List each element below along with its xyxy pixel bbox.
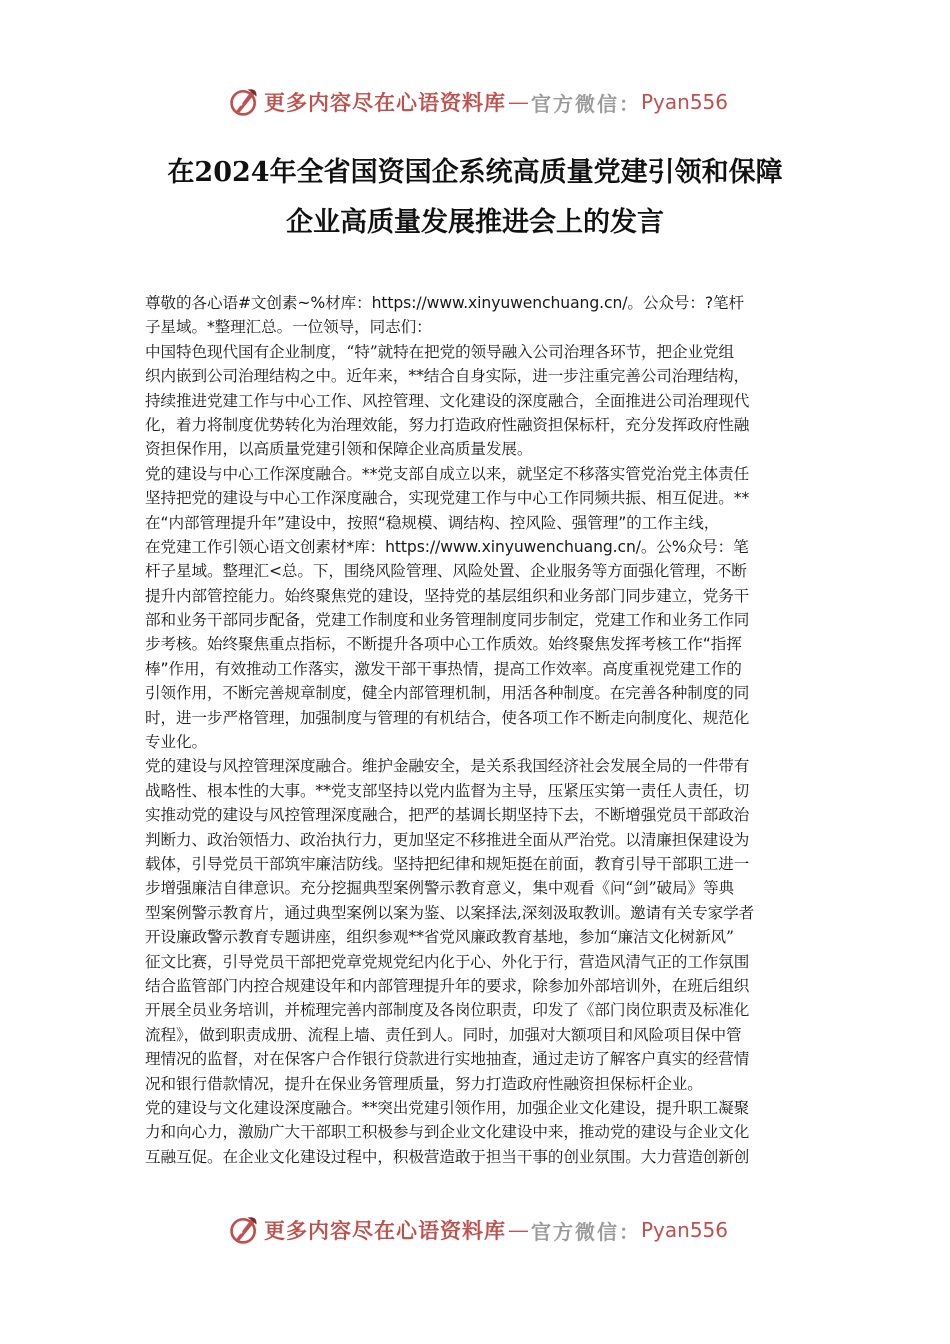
body-text-line: 中国特色现代国有企业制度，“特”就特在把党的领导融入公司治理各环节，把企业党组 [145, 342, 735, 361]
body-text-line: 征文比赛，引导党员干部把党章党规党纪内化于心、外化于行，营造风清气正的工作氛围 [145, 952, 750, 971]
banner-wechat-id: Pyan556 [640, 1218, 728, 1242]
body-text-line: 织内嵌到公司治理结构之中。近年来，**结合自身实际，进一步注重完善公司治理结构， [145, 367, 750, 386]
quill-logo-icon [228, 1212, 260, 1248]
banner-brand-text: 更多内容尽在心语资料库 [263, 1218, 506, 1243]
body-text-line: 党的建设与中心工作深度融合。**党支部自成立以来，就坚定不移落实管党治党主体责任 [145, 464, 750, 483]
banner-dash: — [507, 1218, 529, 1242]
banner-brand-text: 更多内容尽在心语资料库 [263, 90, 506, 115]
body-text-line: 力和向心力，激励广大干部职工积极参与到企业文化建设中来，推动党的建设与企业文化 [145, 1123, 750, 1142]
document-title-line-2: 企业高质量发展推进会上的发言 [286, 207, 664, 238]
document-body [145, 291, 815, 1169]
body-text-line: 化，着力将制度优势转化为治理效能，努力打造政府性融资担保标杆，充分发挥政府性融 [145, 415, 750, 434]
body-text-line: 杆子星域。整理汇<总。下，围绕风险管理、风险处置、企业服务等方面强化管理，不断 [145, 562, 747, 581]
body-text-line: 党的建设与文化建设深度融合。**突出党建引领作用，加强企业文化建设，提升职工凝聚 [145, 1098, 750, 1117]
body-text-line: 时，进一步严格管理，加强制度与管理的有机结合，使各项工作不断走向制度化、规范化 [145, 708, 750, 727]
body-text-line: 坚持把党的建设与中心工作深度融合，实现党建工作与中心工作同频共振、相互促进。** [145, 489, 750, 508]
body-text-line: 战略性、根本性的大事。**党支部坚持以党内监督为主导，压紧压实第一责任人责任，切 [145, 781, 750, 800]
body-text-line: 在“内部管理提升年”建设中，按照“稳规模、调结构、控风险、强管理”的工作主线， [145, 513, 720, 532]
document-title-line-1: 在2024年全省国资国企系统高质量党建引领和保障 [167, 157, 783, 188]
body-text-line: 尊敬的各心语#文创素~%材库：https://www.xinyuwenchuang.cn/。公众号：?笔杆 [145, 294, 745, 312]
banner-dash: — [507, 90, 529, 114]
body-text-line: 判断力、政治领悟力、政治执行力，更加坚定不移推进全面从严治党。以清廉担保建设为 [145, 830, 750, 849]
body-text-line: 部和业务干部同步配备，党建工作制度和业务管理制度同步制定，党建工作和业务工作同 [145, 611, 750, 630]
body-text-line: 在党建工作引领心语文创素材*库：https://www.xinyuwenchuang.cn/。公%众号：笔 [145, 537, 749, 556]
body-text-line: 结合监管部门内控合规建设年和内部管理提升年的要求，除参加外部培训外，在班后组织 [145, 976, 750, 995]
footer-banner [228, 1210, 728, 1250]
body-text-line: 理情况的监督，对在保客户合作银行贷款进行实地抽查，通过走访了解客户真实的经营情 [145, 1050, 750, 1069]
body-text-line: 专业化。 [145, 733, 207, 752]
banner-wechat-label: 官方微信： [530, 1219, 641, 1244]
body-text-line: 提升内部管控能力。始终聚焦党的建设，坚持党的基层组织和业务部门同步建立，党务干 [145, 586, 750, 605]
body-text-line: 型案例警示教育片，通过典型案例以案为鉴、以案择法,深刻汲取教训。邀请有关专家学者 [145, 903, 755, 922]
body-text-line: 步增强廉洁自律意识。充分挖掘典型案例警示教育意义，集中观看《问“剑”破局》等典 [145, 879, 735, 898]
body-text-line: 资担保作用，以高质量党建引领和保障企业高质量发展。 [145, 440, 533, 459]
body-text-line: 载体，引导党员干部筑牢廉洁防线。坚持把纪律和规矩挺在前面，教育引导干部职工进一 [145, 854, 750, 873]
body-text-line: 党的建设与风控管理深度融合。维护金融安全，是关系我国经济社会发展全局的一件带有 [145, 757, 750, 776]
body-text-line: 开设廉政警示教育专题讲座，组织参观**省党风廉政教育基地，参加“廉洁文化树新风” [145, 928, 734, 947]
body-text-line: 子星域。*整理汇总。一位领导，同志们： [145, 318, 432, 337]
header-banner [228, 82, 728, 122]
body-text-line: 流程》，做到职责成册、流程上墙、责任到人。同时，加强对大额项目和风险项目保中管 [145, 1025, 742, 1044]
body-text-line: 实推动党的建设与风控管理深度融合，把严的基调长期坚持下去，不断增强党员干部政治 [145, 806, 750, 825]
body-text-line: 开展全员业务培训，并梳理完善内部制度及各岗位职责，印发了《部门岗位职责及标准化 [145, 1001, 750, 1020]
banner-wechat-id: Pyan556 [640, 90, 728, 114]
quill-logo-icon [228, 84, 260, 120]
body-text-line: 步考核。始终聚焦重点指标，不断提升各项中心工作质效。始终聚焦发挥考核工作“指挥 [145, 635, 742, 654]
body-text-line: 互融互促。在企业文化建设过程中，积极营造敢于担当干事的创业氛围。大力营造创新创 [145, 1147, 750, 1166]
body-text-line: 棒”作用，有效推动工作落实，激发干部干事热情，提高工作效率。高度重视党建工作的 [145, 659, 742, 678]
banner-wechat-label: 官方微信： [530, 91, 641, 116]
body-text-line: 持续推进党建工作与中心工作、风控管理、文化建设的深度融合，全面推进公司治理现代 [145, 391, 750, 410]
body-text-line: 引领作用，不断完善规章制度，健全内部管理机制，用活各种制度。在完善各种制度的同 [145, 684, 750, 703]
body-text-line: 况和银行借款情况，提升在保业务管理质量，努力打造政府性融资担保标杆企业。 [145, 1074, 703, 1093]
